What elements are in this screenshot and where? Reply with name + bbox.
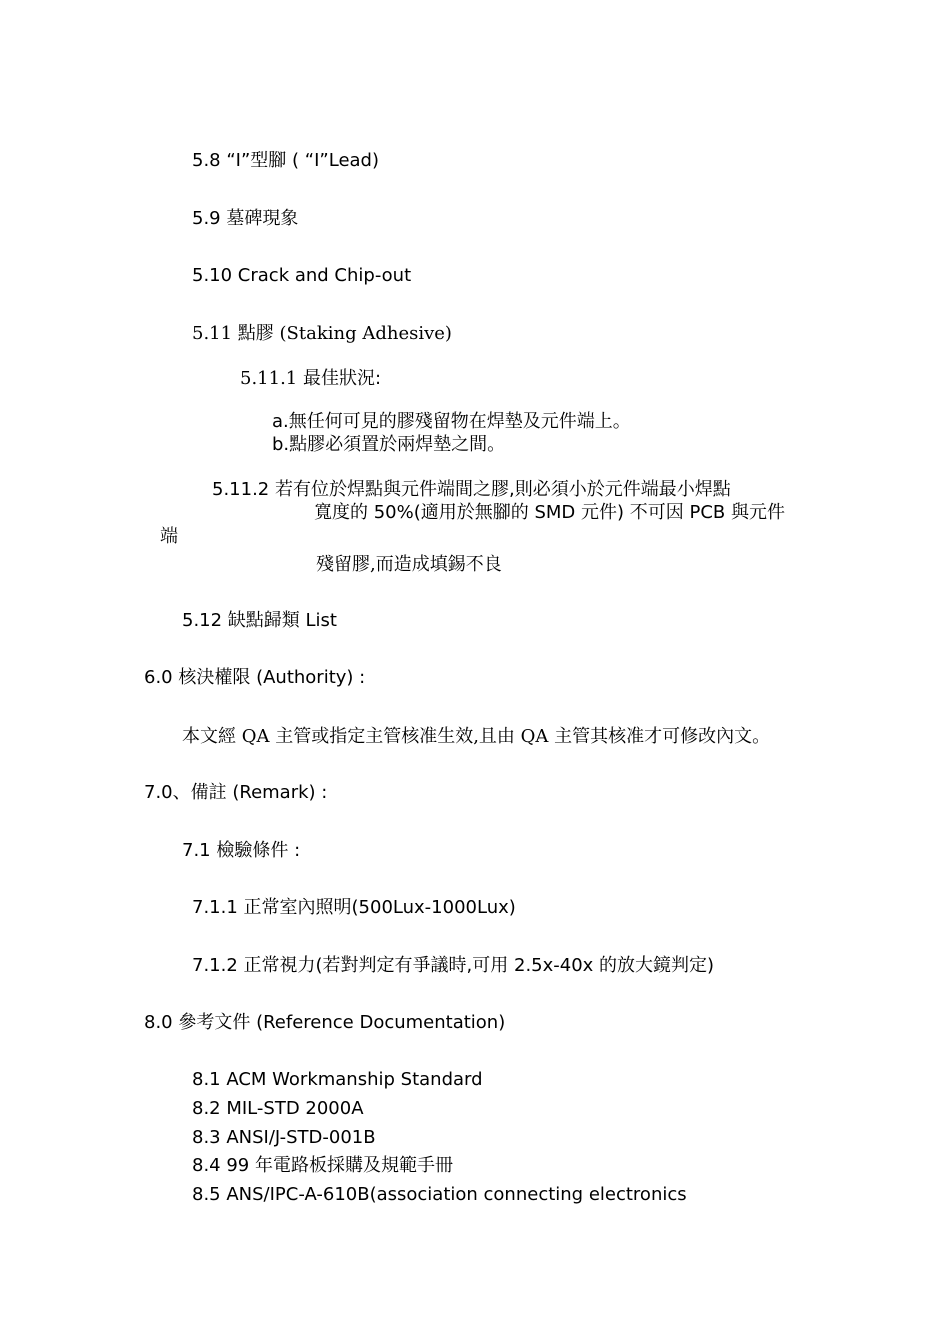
section-5-10: 5.10 Crack and Chip-out [192, 265, 412, 286]
section-5-11-2-line4: 殘留膠,而造成填錫不良 [316, 554, 502, 575]
list-item: b.點膠必須置於兩焊墊之間。 [272, 434, 506, 455]
section-7-1-2: 7.1.2 正常視力(若對判定有爭議時,可用 2.5x-40x 的放大鏡判定) [192, 955, 715, 976]
section-7-1-1: 7.1.1 正常室內照明(500Lux-1000Lux) [192, 897, 516, 918]
section-5-11-1-heading [240, 368, 381, 390]
section-5-11-1-number: 5.11.1 [240, 368, 298, 389]
section-5-12: 5.12 缺點歸類 List [182, 610, 337, 631]
section-6-heading: 6.0 核決權限 (Authority) : [144, 667, 366, 688]
list-item: a.無任何可見的膠殘留物在焊墊及元件端上。 [272, 411, 631, 432]
section-5-11-1-title: 最佳狀況: [303, 368, 382, 389]
section-8-heading: 8.0 參考文件 (Reference Documentation) [144, 1012, 506, 1033]
list-item: 8.4 99 年電路板採購及規範手冊 [192, 1155, 453, 1176]
section-5-11-2-line2: 寬度的 50%(適用於無腳的 SMD 元件) 不可因 PCB 與元件 [314, 502, 785, 523]
section-5-8: 5.8 “I”型腳 ( “I”Lead) [192, 150, 379, 171]
section-7-heading: 7.0、備註 (Remark) : [144, 782, 328, 803]
list-item: 8.5 ANS/IPC-A-610B(association connecting electronics [192, 1184, 687, 1205]
section-5-11-2-line3: 端 [160, 526, 178, 547]
list-item: 8.3 ANSI/J-STD-001B [192, 1127, 376, 1148]
section-5-11: 5.11 點膠 (Staking Adhesive) [192, 323, 452, 344]
list-item: 8.2 MIL-STD 2000A [192, 1098, 364, 1119]
section-5-11-2-line1: 5.11.2 若有位於焊點與元件端間之膠,則必須小於元件端最小焊點 [212, 479, 731, 500]
section-6-body: 本文經 QA 主管或指定主管核准生效,且由 QA 主管其核准才可修改內文。 [182, 726, 771, 747]
section-7-1: 7.1 檢驗條件 : [182, 840, 301, 861]
section-5-9: 5.9 墓碑現象 [192, 208, 299, 229]
list-item: 8.1 ACM Workmanship Standard [192, 1069, 483, 1090]
